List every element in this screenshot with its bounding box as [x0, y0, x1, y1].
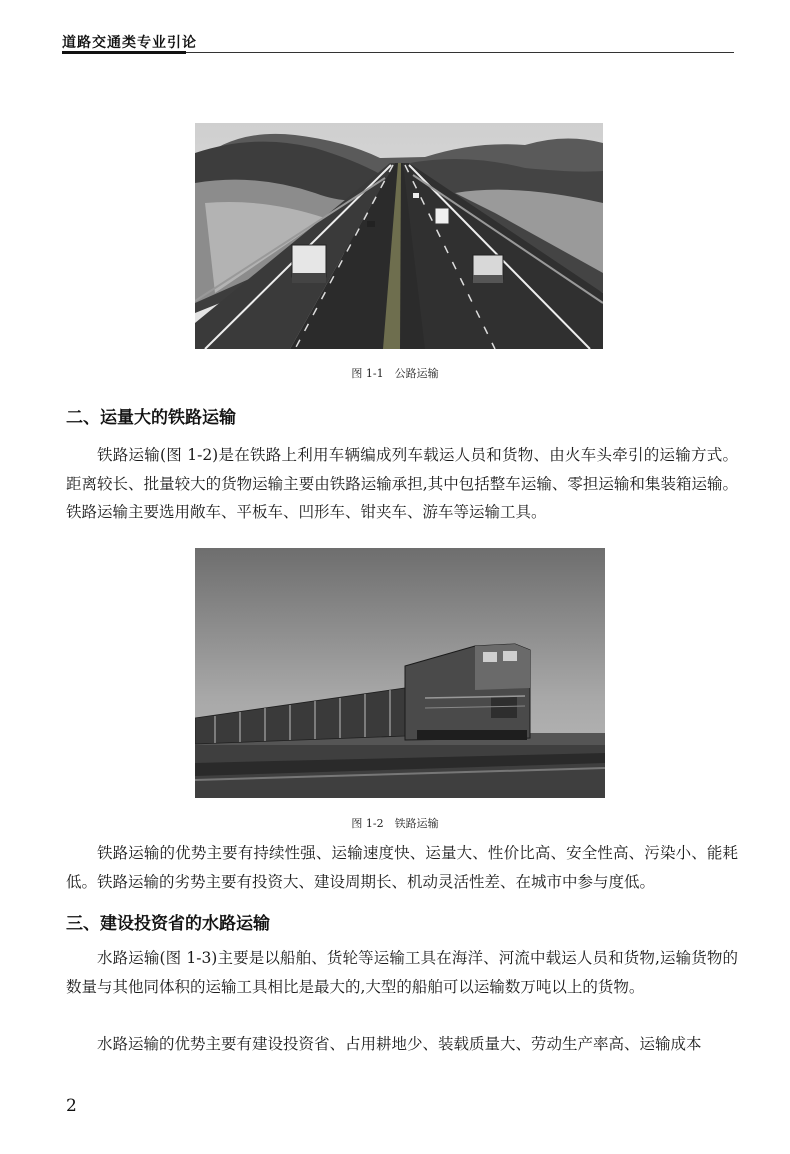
highway-photo: [195, 123, 603, 349]
paragraph: 铁路运输(图 1-2)是在铁路上利用车辆编成列车载运人员和货物、由火车头牵引的运输方式。距离较长、批量较大的货物运输主要由铁路运输承担,其中包括整车运输、零担运输和集装箱运输。铁路运输主要选用敞车、平板车、凹形车、钳夹车、游车等运输工具。: [66, 446, 738, 521]
page-number: 2: [66, 1096, 77, 1116]
railway-photo: [195, 548, 605, 798]
paragraph: 水路运输(图 1-3)主要是以船舶、货轮等运输工具在海洋、河流中载运人员和货物,运输货物的数量与其他同体积的运输工具相比是最大的,大型的船舶可以运输数万吨以上的货物。: [66, 949, 738, 996]
figure-caption: 图 1-1 公路运输: [351, 367, 439, 380]
figure-caption: 图 1-2 铁路运输: [351, 817, 439, 830]
section-heading: 二、运量大的铁路运输: [66, 408, 236, 428]
running-header: [62, 28, 734, 54]
paragraph: 水路运输的优势主要有建设投资省、占用耕地少、装载质量大、劳动生产率高、运输成本: [97, 1035, 702, 1053]
header-rule-thick: [62, 51, 186, 54]
section-heading: 三、建设投资省的水路运输: [66, 914, 270, 934]
header-rule-thin: [186, 52, 734, 53]
paragraph: 铁路运输的优势主要有持续性强、运输速度快、运量大、性价比高、安全性高、污染小、能耗低。铁路运输的劣势主要有投资大、建设周期长、机动灵活性差、在城市中参与度低。: [66, 844, 738, 891]
book-title: 道路交通类专业引论: [62, 35, 197, 51]
